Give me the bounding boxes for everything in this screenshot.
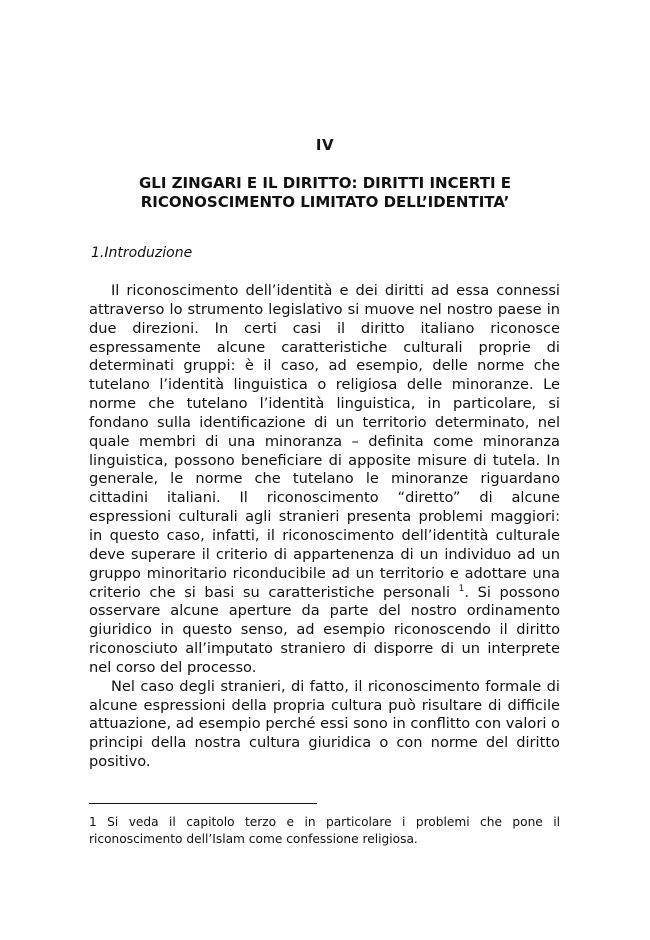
paragraph-1: [89, 282, 560, 678]
paragraph-1-part-1: Il riconoscimento dell’identità e dei diritti ad essa connessi attraverso lo strumento legislativo si muove nel nostro paese in due direzioni. In certi casi il diritto italiano riconosce espressamente alcune caratteristiche culturali proprie di determinati gruppi: è il caso, ad esempio, delle norme che tutelano l’identità linguistica o religiosa delle minoranze. Le norme che tutelano l’identità linguistica, in particolare, si fondano sulla identificazione di un territorio determinato, nel quale membri di una minoranza – definita come minoranza linguistica, possono beneficiare di apposite misure di tutela. In generale, le norme che tutelano le minoranze riguardano cittadini italiani. Il riconoscimento “diretto” di alcune espressioni culturali agli stranieri presenta problemi maggiori: in questo caso, infatti, il riconoscimento dell’identità culturale deve superare il criterio di appartenenza di un individuo ad un gruppo minoritario riconducibile ad un territorio e adottare una criterio che si basi su caratteristiche personali: [89, 282, 560, 601]
footnote-separator: [89, 803, 317, 804]
footnote-text: 1 Si veda il capitolo terzo e in particolare i problemi che pone il riconoscimento dell’Islam come confessione religiosa.: [89, 815, 560, 846]
chapter-title: [100, 174, 550, 212]
footnote-reference[interactable]: 1: [458, 583, 465, 594]
chapter-number: IV: [315, 136, 335, 154]
paragraph-1-part-2: . Si possono osservare alcune aperture da parte del nostro ordinamento giuridico in questo senso, ad esempio riconoscendo il diritto riconosciuto all’imputato straniero di disporre di un interprete nel corso del processo.: [89, 583, 560, 676]
paragraph-2: Nel caso degli stranieri, di fatto, il riconoscimento formale di alcune espressioni della propria cultura può risultare di difficile attuazione, ad esempio perché essi sono in conflitto con valori o principi della nostra cultura giuridica o con norme del diritto positivo.: [89, 677, 560, 771]
body-text: [89, 282, 560, 772]
chapter-title-line-2: RICONOSCIMENTO LIMITATO DELL’IDENTITA’: [140, 193, 510, 211]
section-heading: 1.Introduzione: [91, 245, 193, 261]
chapter-title-line-1: GLI ZINGARI E IL DIRITTO: DIRITTI INCERTI E: [138, 174, 512, 192]
